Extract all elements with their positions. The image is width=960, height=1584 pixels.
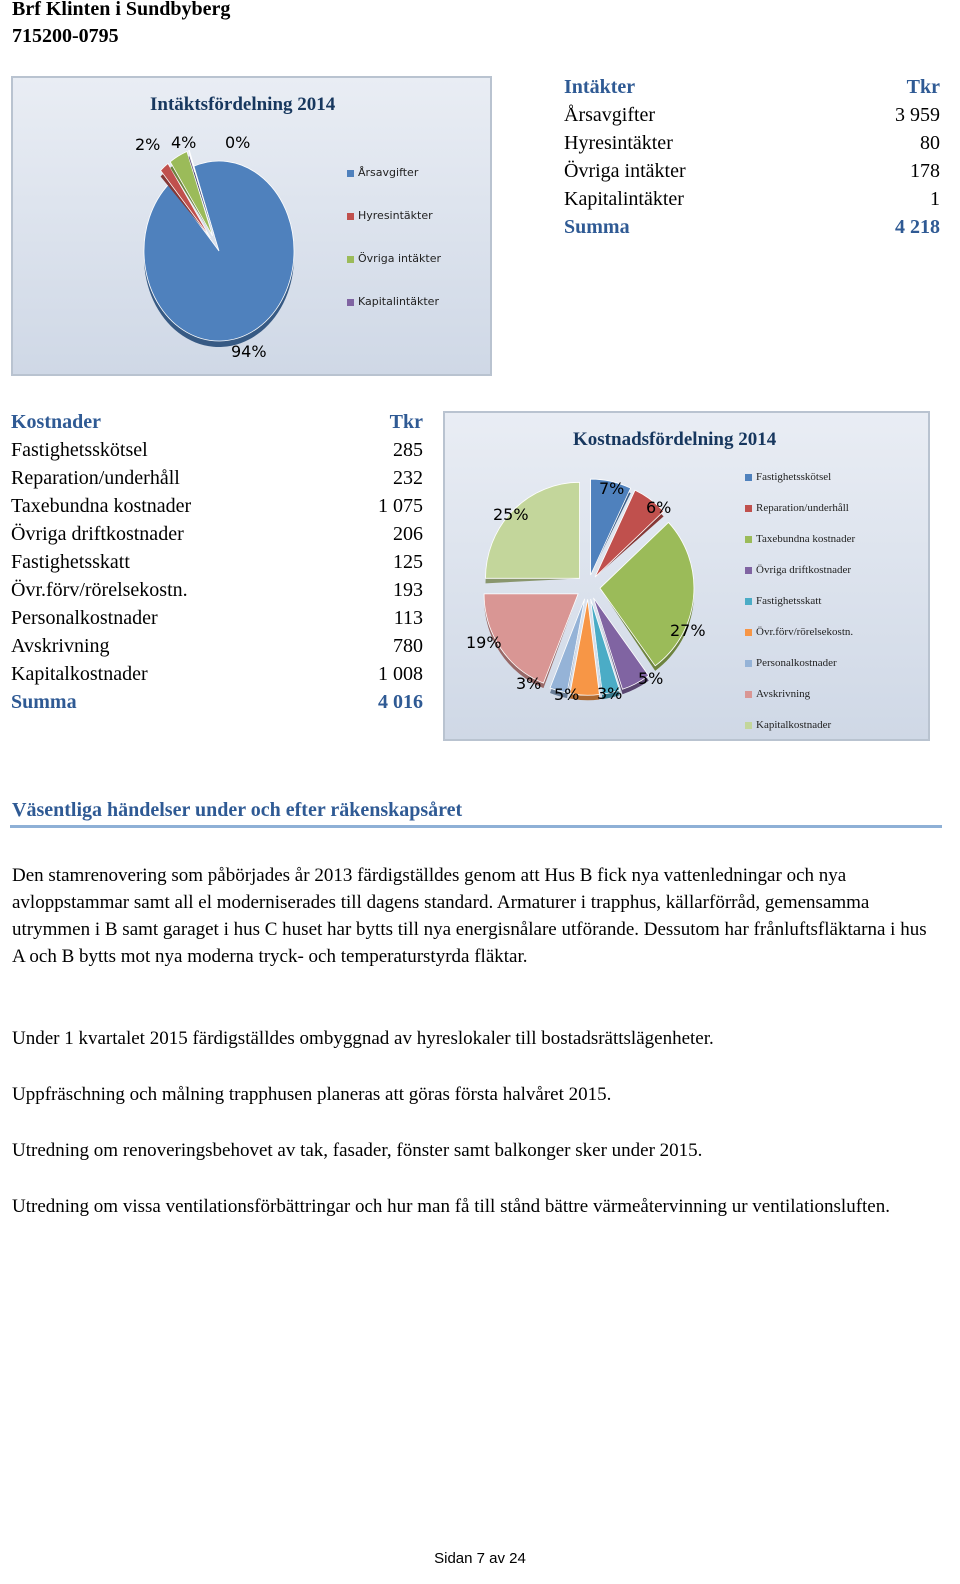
- organization-name: Brf Klinten i Sundbyberg: [12, 0, 231, 20]
- page-number: Sidan 7 av 24: [434, 1550, 526, 1567]
- paragraph: Utredning om vissa ventilationsförbättringar och hur man få till stånd bättre värmeåtervinning ur ventilationsluften.: [12, 1196, 890, 1217]
- legend-swatch: [347, 299, 354, 306]
- income-chart-title: Intäktsfördelning 2014: [150, 94, 336, 115]
- income-table-total: Summa 4 218: [564, 216, 940, 238]
- table-row: Fastighetsskatt 125: [11, 551, 423, 573]
- legend-item: Övr.förv/rörelsekostn.: [745, 626, 853, 638]
- cost-label-fastighetsskotsel: 7%: [599, 479, 625, 498]
- legend-item: Personalkostnader: [745, 657, 837, 669]
- cost-table: [11, 408, 423, 718]
- income-label-arsavgifter: 94%: [231, 342, 267, 361]
- table-row: Övriga intäkter 178: [564, 160, 940, 182]
- legend-item: Fastighetsskatt: [745, 595, 821, 607]
- paragraph: Utredning om renoveringsbehovet av tak, fasader, fönster samt balkonger sker under 2015.: [12, 1140, 703, 1161]
- cost-label-kapitalkostnader: 25%: [493, 505, 529, 524]
- cost-legend: [745, 471, 925, 736]
- table-row: Personalkostnader 113: [11, 607, 423, 629]
- section-divider: [10, 825, 942, 828]
- legend-item: Kapitalintäkter: [347, 295, 439, 308]
- legend-swatch: [347, 213, 354, 220]
- cost-slice: [486, 482, 580, 578]
- table-row: Årsavgifter 3 959: [564, 104, 940, 126]
- section-heading: Väsentliga händelser under och efter räkenskapsåret: [12, 799, 463, 821]
- income-label-hyres: 2%: [135, 135, 161, 154]
- cost-table-header: Kostnader Tkr: [11, 411, 423, 433]
- cost-label-avskrivning: 19%: [466, 633, 502, 652]
- table-row: Övriga driftkostnader 206: [11, 523, 423, 545]
- legend-swatch: [745, 691, 752, 698]
- legend-swatch: [745, 474, 752, 481]
- legend-item: Övriga driftkostnader: [745, 564, 851, 576]
- income-slice: [144, 161, 294, 341]
- paragraph: Uppfräschning och målning trapphusen planeras att göras första halvåret 2015.: [12, 1084, 612, 1105]
- legend-item: Hyresintäkter: [347, 209, 433, 222]
- legend-swatch: [745, 629, 752, 636]
- income-table-header: Intäkter Tkr: [564, 76, 940, 98]
- legend-swatch: [347, 170, 354, 177]
- table-row: Fastighetsskötsel 285: [11, 439, 423, 461]
- legend-swatch: [745, 536, 752, 543]
- income-table: [564, 73, 940, 243]
- table-row: Övr.förv/rörelsekostn. 193: [11, 579, 423, 601]
- cost-chart-title: Kostnadsfördelning 2014: [573, 429, 777, 450]
- legend-item: Övriga intäkter: [347, 252, 441, 265]
- legend-swatch: [745, 722, 752, 729]
- legend-item: Fastighetsskötsel: [745, 471, 831, 483]
- cost-label-reparation: 6%: [646, 498, 672, 517]
- legend-swatch: [745, 505, 752, 512]
- legend-swatch: [347, 256, 354, 263]
- legend-swatch: [745, 660, 752, 667]
- legend-item: Kapitalkostnader: [745, 719, 831, 731]
- legend-item: Avskrivning: [745, 688, 810, 700]
- cost-label-taxebundna: 27%: [670, 621, 706, 640]
- income-chart: [11, 76, 492, 376]
- table-row: Kapitalintäkter 1: [564, 188, 940, 210]
- cost-label-fastighetsskatt: 3%: [597, 684, 623, 703]
- table-row: Taxebundna kostnader 1 075: [11, 495, 423, 517]
- table-row: Reparation/underhåll 232: [11, 467, 423, 489]
- cost-chart: [443, 411, 930, 741]
- legend-swatch: [745, 567, 752, 574]
- table-row: Hyresintäkter 80: [564, 132, 940, 154]
- legend-item: Taxebundna kostnader: [745, 533, 855, 545]
- table-row: Kapitalkostnader 1 008: [11, 663, 423, 685]
- paragraph: Under 1 kvartalet 2015 färdigställdes ombyggnad av hyreslokaler till bostadsrättslägenheter.: [12, 1028, 714, 1049]
- paragraph: Den stamrenovering som påbörjades år 2013 färdigställdes genom att Hus B fick nya vattenledningar och nya avloppstammar samt all el moderniserades till dagens standard. Armaturer i trapphus, källarförråd, gemensamma utrymmen i B samt garaget i hus C huset har bytts till nya energisnålare utförande. Dessutom har frånluftsfläktarna i hus A och B bytts mot nya moderna tryck- och temperaturstyrda fläktar.: [12, 865, 927, 967]
- cost-label-ovriga-drift: 5%: [638, 669, 664, 688]
- income-label-ovriga: 4%: [171, 133, 197, 152]
- legend-swatch: [745, 598, 752, 605]
- legend-item: Reparation/underhåll: [745, 502, 849, 514]
- income-label-kapital: 0%: [225, 133, 251, 152]
- income-legend: [347, 166, 487, 316]
- legend-item: Årsavgifter: [347, 166, 418, 179]
- cost-label-ovr-forv: 5%: [554, 685, 580, 704]
- cost-table-total: Summa 4 016: [11, 691, 423, 713]
- cost-label-personal: 3%: [516, 674, 542, 693]
- table-row: Avskrivning 780: [11, 635, 423, 657]
- organization-number: 715200-0795: [12, 25, 119, 47]
